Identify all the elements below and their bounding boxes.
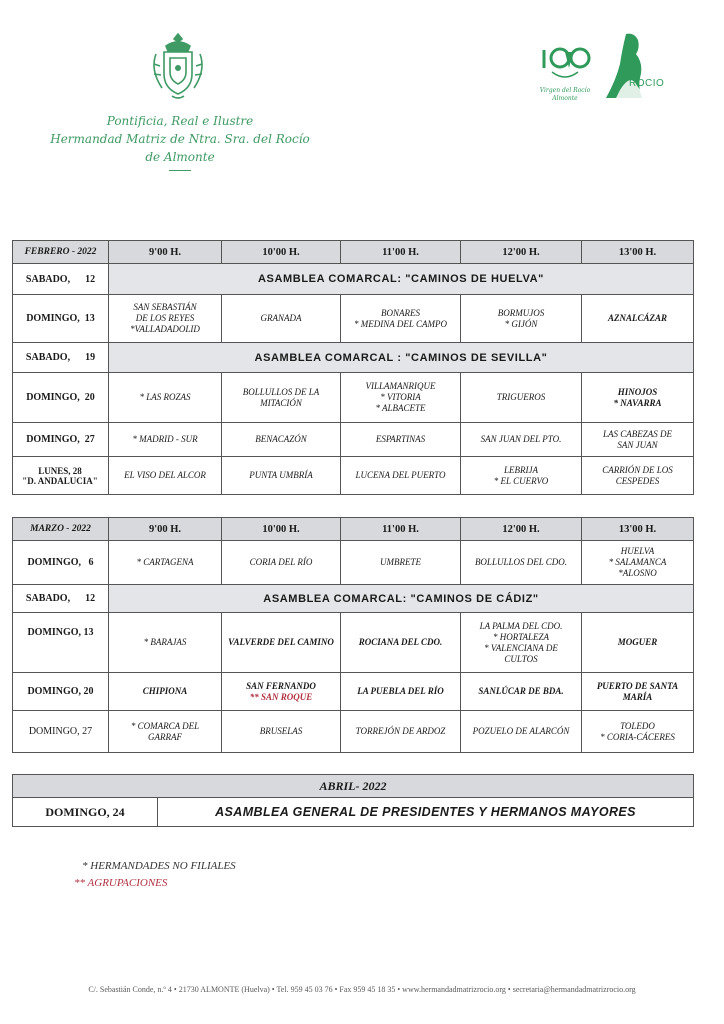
event-cell: BORMUJOS * GIJÓN <box>461 295 582 343</box>
footer-contact: C/. Sebastián Conde, n.º 4 • 21730 ALMONTE (Huelva) • Tel. 959 45 03 76 • Fax 959 45 18 35 • www.hermandadmatrizrocio.org • secretaria@hermandadmatrizrocio.org <box>88 985 636 994</box>
table-row <box>13 343 694 373</box>
title-line-2: Hermandad Matriz de Ntra. Sra. del Rocío <box>50 132 310 146</box>
event-cell: BOLLULLOS DE LA MITACIÓN <box>222 373 341 423</box>
time-header-13: 13'00 H. <box>582 241 694 264</box>
event-cell <box>222 673 341 711</box>
time-header-10: 10'00 H. <box>222 518 341 541</box>
april-day-cell: DOMINGO, 24 <box>13 798 158 827</box>
day-cell: LUNES, 28 "D. ANDALUCIA" <box>13 457 109 495</box>
event-cell: BOLLULLOS DEL CDO. <box>461 541 582 585</box>
time-header-11: 11'00 H. <box>341 518 461 541</box>
event-cell: GRANADA <box>222 295 341 343</box>
day-cell: DOMINGO, 27 <box>13 423 109 457</box>
event-cell: POZUELO DE ALARCÓN <box>461 711 582 753</box>
event-cell: ROCIANA DEL CDO. <box>341 613 461 673</box>
event-cell: LUCENA DEL PUERTO <box>341 457 461 495</box>
month-header: FEBRERO - 2022 <box>13 241 109 264</box>
rocio-logo-text: ROCIO <box>629 78 665 89</box>
event-cell: BRUSELAS <box>222 711 341 753</box>
time-header-9: 9'00 H. <box>109 518 222 541</box>
event-cell: CARRIÓN DE LOS CESPEDES <box>582 457 694 495</box>
assembly-cell: ASAMBLEA COMARCAL: "CAMINOS DE HUELVA" <box>109 264 694 295</box>
title-line-3: de Almonte <box>145 150 215 164</box>
march-schedule-table <box>12 517 694 753</box>
table-row <box>13 585 694 613</box>
table-row <box>13 673 694 711</box>
table-row <box>13 423 694 457</box>
day-cell: DOMINGO, 13 <box>13 295 109 343</box>
event-cell: TRIGUEROS <box>461 373 582 423</box>
day-cell: DOMINGO, 20 <box>13 673 109 711</box>
event-cell: EL VISO DEL ALCOR <box>109 457 222 495</box>
event-cell: AZNALCÁZAR <box>582 295 694 343</box>
event-cell: UMBRETE <box>341 541 461 585</box>
table-row <box>13 264 694 295</box>
event-cell: PUNTA UMBRÍA <box>222 457 341 495</box>
title-line-1: Pontificia, Real e Ilustre <box>106 114 254 128</box>
table-header-row <box>13 241 694 264</box>
table-row <box>13 457 694 495</box>
event-cell: CHIPIONA <box>109 673 222 711</box>
agrupacion-note: ** SAN ROQUE <box>249 691 313 702</box>
april-header: ABRIL- 2022 <box>13 775 694 798</box>
event-cell: SAN JUAN DEL PTO. <box>461 423 582 457</box>
event-cell: BONARES * MEDINA DEL CAMPO <box>341 295 461 343</box>
event-cell: * MADRID - SUR <box>109 423 222 457</box>
month-header: MARZO - 2022 <box>13 518 109 541</box>
time-header-10: 10'00 H. <box>222 241 341 264</box>
svg-text:Virgen del Rocío: Virgen del Rocío <box>539 87 591 94</box>
day-cell: DOMINGO, 20 <box>13 373 109 423</box>
event-cell: TOLEDO * CORIA-CÁCERES <box>582 711 694 753</box>
legend-notes <box>74 858 236 892</box>
event-text: SAN FERNANDO <box>246 680 316 691</box>
day-cell: DOMINGO, 6 <box>13 541 109 585</box>
event-cell: HUELVA * SALAMANCA *ALOSNO <box>582 541 694 585</box>
april-event-cell: ASAMBLEA GENERAL DE PRESIDENTES Y HERMANOS MAYORES <box>158 798 694 827</box>
event-cell: * LAS ROZAS <box>109 373 222 423</box>
rocio-logo <box>600 30 672 102</box>
svg-text:Almonte: Almonte <box>552 95 578 102</box>
event-cell: * BARAJAS <box>109 613 222 673</box>
assembly-cell: ASAMBLEA COMARCAL: "CAMINOS DE CÁDIZ" <box>109 585 694 613</box>
table-row <box>13 295 694 343</box>
event-cell: VALVERDE DEL CAMINO <box>222 613 341 673</box>
event-cell: LEBRIJA * EL CUERVO <box>461 457 582 495</box>
event-cell: LAS CABEZAS DE SAN JUAN <box>582 423 694 457</box>
crest-logo <box>150 30 206 102</box>
event-cell: TORREJÓN DE ARDOZ <box>341 711 461 753</box>
event-cell: PUERTO DE SANTA MARÍA <box>582 673 694 711</box>
time-header-12: 12'00 H. <box>461 518 582 541</box>
event-cell: MOGUER <box>582 613 694 673</box>
day-cell: DOMINGO, 13 <box>13 613 109 673</box>
event-cell: SAN SEBASTIÁN DE LOS REYES *VALLADADOLID <box>109 295 222 343</box>
event-cell: VILLAMANRIQUE * VITORIA * ALBACETE <box>341 373 461 423</box>
table-header-row <box>13 518 694 541</box>
day-cell: SABADO, 19 <box>13 343 109 373</box>
table-row <box>13 613 694 673</box>
event-cell: LA PALMA DEL CDO. * HORTALEZA * VALENCIANA DE CULTOS <box>461 613 582 673</box>
event-cell: * COMARCA DEL GARRAF <box>109 711 222 753</box>
event-cell: HINOJOS * NAVARRA <box>582 373 694 423</box>
assembly-cell: ASAMBLEA COMARCAL : "CAMINOS DE SEVILLA" <box>109 343 694 373</box>
event-cell: BENACAZÓN <box>222 423 341 457</box>
note-no-filiales: * HERMANDADES NO FILIALES <box>82 860 236 872</box>
title-rule <box>169 170 191 171</box>
hermandad-title <box>40 112 320 171</box>
day-cell: DOMINGO, 27 <box>13 711 109 753</box>
centenary-logo <box>536 28 594 104</box>
event-cell: CORIA DEL RÍO <box>222 541 341 585</box>
event-cell: SANLÚCAR DE BDA. <box>461 673 582 711</box>
day-cell: SABADO, 12 <box>13 585 109 613</box>
february-schedule-table <box>12 240 694 495</box>
event-cell: ESPARTINAS <box>341 423 461 457</box>
time-header-12: 12'00 H. <box>461 241 582 264</box>
time-header-13: 13'00 H. <box>582 518 694 541</box>
event-cell: * CARTAGENA <box>109 541 222 585</box>
april-schedule-table <box>12 774 694 827</box>
table-row <box>13 711 694 753</box>
note-agrupaciones: ** AGRUPACIONES <box>74 877 168 889</box>
event-cell: LA PUEBLA DEL RÍO <box>341 673 461 711</box>
day-cell: SABADO, 12 <box>13 264 109 295</box>
table-row <box>13 541 694 585</box>
table-row <box>13 373 694 423</box>
time-header-9: 9'00 H. <box>109 241 222 264</box>
time-header-11: 11'00 H. <box>341 241 461 264</box>
